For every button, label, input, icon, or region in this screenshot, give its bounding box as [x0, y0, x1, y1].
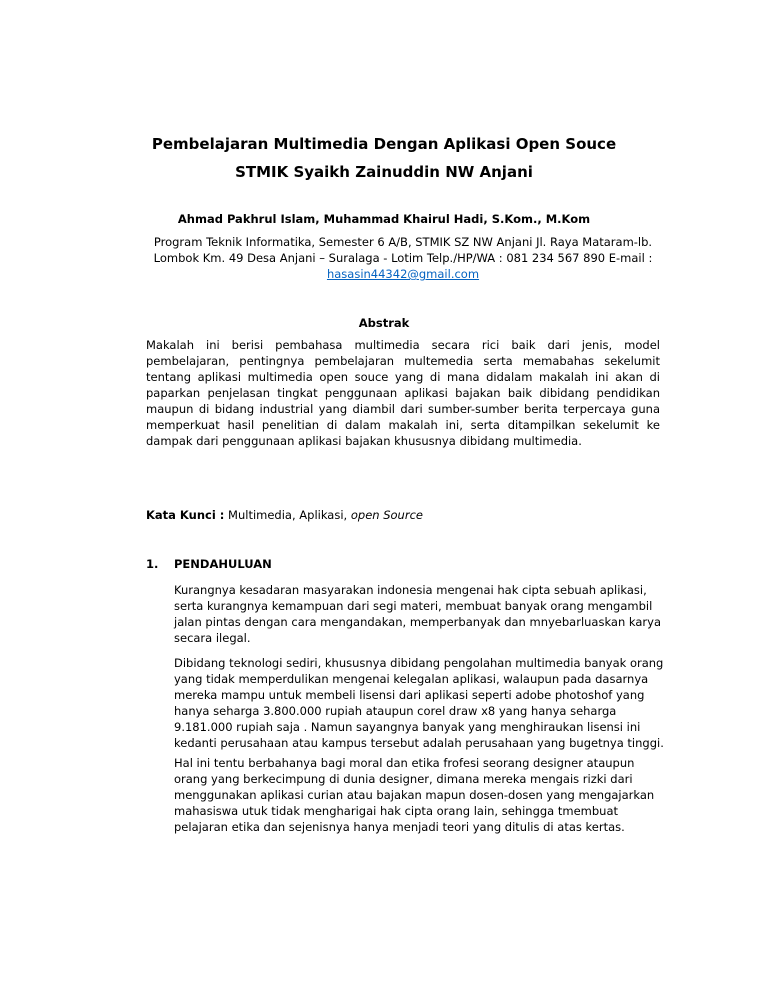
- affiliation-text: Program Teknik Informatika, Semester 6 A/B, STMIK SZ NW Anjani Jl. Raya Mataram-lb. Lombok Km. 49 Desa Anjani – Suralaga - Lotim Telp./HP/WA : 081 234 567 890 E-mail :: [153, 235, 653, 265]
- paper-affiliation: [146, 234, 660, 282]
- keywords-italic: open Source: [350, 508, 423, 522]
- section-paragraph: Kurangnya kesadaran masyarakan indonesia mengenai hak cipta sebuah aplikasi, serta kurangnya kemampuan dari segi materi, membuat banyak orang mengambil jalan pintas dengan cara mengandakan, memperbanyak dan mnyebarluaskan karya secara ilegal.: [174, 583, 662, 645]
- section-title: PENDAHULUAN: [174, 557, 272, 571]
- section-paragraph: Hal ini tentu berbahanya bagi moral dan etika frofesi seorang designer ataupun orang yang berkecimpung di dunia designer, dimana mereka mengais rizki dari menggunakan aplikasi curian atau bajakan mapun dosen-dosen yang mengajarkan mahasiswa utuk tidak mengharigai hak cipta orang lain, sehingga tmembuat pelajaran etika dan sejenisnya hanya menjadi teori yang ditulis di atas kertas.: [174, 756, 655, 834]
- section-paragraph: Dibidang teknologi sediri, khususnya dibidang pengolahan multimedia banyak orang yang tidak memperdulikan mengenai kelegalan aplikasi, walaupun pada dasarnya mereka mampu untuk membeli lisensi dari aplikasi seperti adobe photoshof yang hanya seharga 3.800.000 rupiah ataupun corel draw x8 yang hanya seharga 9.181.000 rupiah saja . Namun sayangnya banyak yang menghiraukan lisensi ini kedanti perusahaan atau kampus tersebut adalah perusahaan yang bugetnya tinggi.: [174, 656, 664, 750]
- keywords-label: Kata Kunci :: [146, 508, 225, 522]
- keywords: [146, 508, 423, 522]
- section-number: 1.: [146, 557, 159, 571]
- abstract-heading: Abstrak: [358, 316, 410, 330]
- keywords-plain: Multimedia, Aplikasi,: [224, 508, 351, 522]
- abstract-body: Makalah ini berisi pembahasa multimedia secara rici baik dari jenis, model pembelajaran, pentingnya pembelajaran multemedia serta memabahas sekelumit tentang aplikasi multimedia open souce yang di mana didalam makalah ini akan di paparkan penjelasan tingkat penggunaan aplikasi bajakan baik dibidang pendidikan maupun di bidang industrial yang diambil dari sumber-sumber berita terpercaya guna memperkuat hasil penelitian di dalam makalah ini, serta ditampilkan sekelumit ke dampak dari penggunaan aplikasi bajakan khususnya dibidang multimedia.: [146, 338, 660, 448]
- email-link[interactable]: hasasin44342@gmail.com: [326, 267, 480, 281]
- paper-title-line2: STMIK Syaikh Zainuddin NW Anjani: [235, 163, 533, 181]
- paper-title-line1: Pembelajaran Multimedia Dengan Aplikasi Open Souce: [151, 135, 617, 153]
- paper-authors: Ahmad Pakhrul Islam, Muhammad Khairul Hadi, S.Kom., M.Kom: [177, 212, 591, 226]
